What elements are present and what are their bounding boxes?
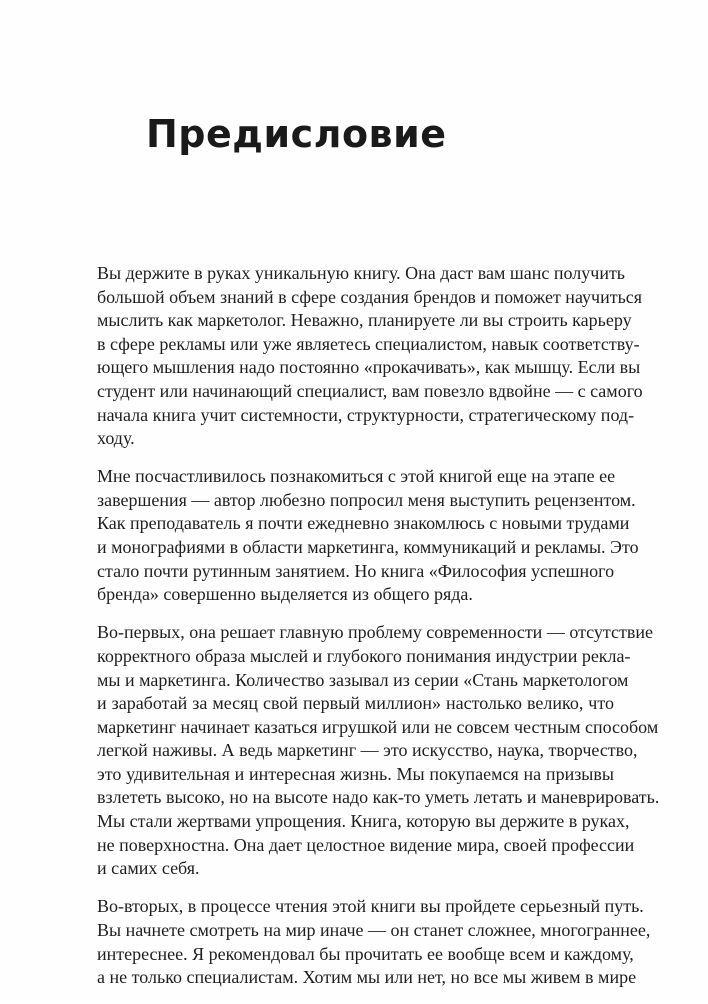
text-line: завершения — автор любезно попросил меня выступить рецензентом. — [97, 489, 636, 510]
text-line: начала книга учит системности, структурности, стратегическому под- — [97, 404, 635, 425]
text-line: не поверхностна. Она дает целостное видение мира, своей профессии — [97, 834, 635, 855]
text-line: Во-первых, она решает главную проблему современности — отсутствие — [97, 622, 653, 643]
text-line: корректного образа мыслей и глубокого понимания индустрии рекла- — [97, 645, 631, 666]
text-line: ющего мышления надо постоянно «прокачивать», как мышцу. Если вы — [97, 357, 641, 378]
paragraph — [97, 262, 643, 451]
text-line: бренда» совершенно выделяется из общего ряда. — [97, 584, 473, 605]
text-line: интереснее. Я рекомендовал бы прочитать ее вообще всем и каждому, — [97, 943, 634, 964]
text-line: ходу. — [97, 428, 135, 449]
text-line: Вы начнете смотреть на мир иначе — он станет сложнее, многограннее, — [97, 919, 651, 940]
text-line: в сфере рекламы или уже являетесь специалистом, навык соответству- — [97, 333, 640, 354]
text-line: и самих себя. — [97, 858, 200, 879]
text-line: студент или начинающий специалист, вам повезло вдвойне — с самого — [97, 380, 643, 401]
text-line: Вы держите в руках уникальную книгу. Она даст вам шанс получить — [97, 263, 626, 283]
text-line: это удивительная и интересная жизнь. Мы покупаемся на призывы — [97, 763, 614, 784]
foreword-body — [97, 262, 660, 1004]
text-line: а не только специалистам. Хотим мы или нет, но все мы живем в мире — [97, 967, 637, 988]
text-line: Мы стали жертвами упрощения. Книга, которую вы держите в руках, — [97, 811, 630, 832]
text-line: и монографиями в области маркетинга, коммуникаций и рекламы. Это — [97, 537, 639, 558]
text-line: и заработай за месяц свой первый миллион» настолько велико, что — [97, 693, 614, 714]
text-line: взлететь высоко, но на высоте надо как-то уметь летать и маневрировать. — [97, 787, 660, 808]
text-line: мы и маркетинга. Количество зазывал из серии «Стань маркетологом — [97, 669, 629, 690]
text-line: легкой наживы. А ведь маркетинг — это искусство, наука, творчество, — [97, 740, 638, 761]
paragraph — [97, 465, 639, 607]
text-line: стало почти рутинным занятием. Но книга «Философия успешного — [97, 560, 615, 581]
paragraph — [97, 621, 660, 881]
paragraph — [97, 895, 651, 989]
text-line: мыслить как маркетолог. Неважно, планируете ли вы строить карьеру — [97, 310, 632, 331]
page-title: Предисловие — [146, 112, 447, 156]
text-line: Во-вторых, в процессе чтения этой книги вы пройдете серьезный путь. — [97, 896, 644, 917]
text-line: большой объем знаний в сфере создания брендов и поможет научиться — [97, 286, 643, 307]
text-line: Мне посчастливилось познакомиться с этой книгой еще на этапе ее — [97, 466, 616, 487]
text-line: маркетинг начинает казаться игрушкой или не совсем честным способом — [97, 716, 659, 737]
text-line: Как преподаватель я почти ежедневно знакомлюсь с новыми трудами — [97, 513, 630, 534]
